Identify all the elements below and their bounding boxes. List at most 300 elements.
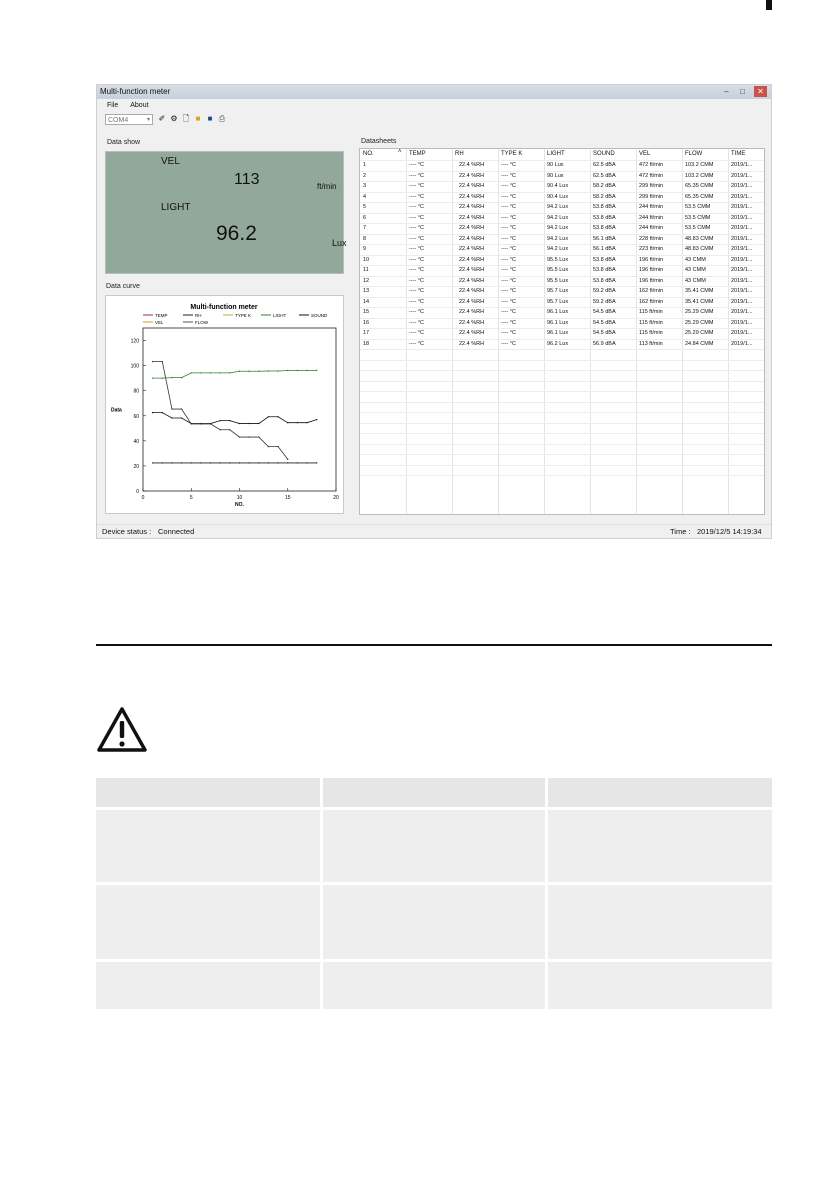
data-show-label: Data show [107,139,141,146]
data-point-light [277,370,278,371]
data-point-flow [220,429,221,430]
table-cell[interactable]: 96.1 Lux [547,309,569,315]
chevron-down-icon: ▾ [146,117,150,123]
table-cell[interactable]: 244 ft/min [639,204,664,210]
chart-title: Multi-function meter [190,304,258,311]
table-cell[interactable]: 196 ft/min [639,256,664,263]
table-cell[interactable]: ---- °C [501,214,517,221]
table-cell[interactable]: 2019/1... [731,162,753,168]
port-select-value: COM4 [108,117,129,124]
lcd-display [105,151,347,274]
table-cell[interactable]: 96.1 Lux [547,330,569,336]
connect-icon[interactable]: ✐ [158,114,166,123]
table-cell[interactable]: 22.4 %RH [459,288,485,294]
table-cell[interactable]: 54.5 dBA [593,319,616,326]
data-point-rh [162,462,163,463]
table-cell[interactable]: 1 [363,162,367,168]
table-cell[interactable]: ---- °C [501,225,517,231]
data-point-sound [297,422,298,423]
table-cell[interactable]: ---- °C [501,288,517,294]
table-cell[interactable]: ---- °C [409,319,425,326]
lcd-bottom-value: 96.2 [216,222,257,245]
row-gridline [360,265,764,266]
table-cell[interactable]: 22.4 %RH [459,183,485,189]
app-window [96,84,772,539]
table-cell[interactable]: 2019/1... [731,319,753,326]
table-cell[interactable]: 94.2 Lux [547,246,569,252]
table-cell[interactable]: 43 CMM [685,256,706,263]
table-cell[interactable]: 2019/1... [731,172,753,179]
row-gridline [360,402,764,403]
table-cell[interactable]: 25.29 CMM [685,319,714,326]
time-label: Time : [670,527,691,536]
table-cell[interactable]: 22.4 %RH [459,267,485,273]
table-cell[interactable]: ---- °C [501,162,517,168]
table-cell[interactable]: 58.2 dBA [593,193,616,200]
y-tick-label: 80 [133,388,139,395]
table-cell[interactable]: 65.35 CMM [685,183,714,189]
column-gridline [498,149,499,514]
data-point-flow [258,436,259,437]
table-cell[interactable]: 53.8 dBA [593,267,616,273]
table-cell[interactable]: 22.4 %RH [459,246,485,252]
device-status-value: Connected [158,527,195,536]
table-column-separator [545,778,548,1009]
data-point-flow [239,436,240,437]
column-header[interactable]: RH [455,151,464,157]
table-cell[interactable]: 53.5 CMM [685,204,711,210]
table-cell[interactable]: 96.1 Lux [547,319,569,326]
table-cell[interactable]: 299 ft/min [639,193,664,200]
data-point-sound [181,417,182,418]
table-cell[interactable]: 9 [363,246,367,252]
row-gridline [360,391,764,392]
table-cell[interactable]: ---- °C [501,267,517,273]
table-cell[interactable]: 59.2 dBA [593,298,616,305]
table-cell[interactable]: 59.2 dBA [593,288,616,294]
data-point-flow [171,408,172,409]
row-gridline [360,433,764,434]
table-cell[interactable]: 22.4 %RH [459,193,485,200]
table-cell[interactable]: 53.8 dBA [593,204,616,210]
table-cell[interactable]: ---- °C [501,204,517,210]
legend-label: LIGHT [273,313,287,318]
table-cell[interactable]: 25.29 CMM [685,309,714,315]
table-cell[interactable]: 223 ft/min [639,246,664,252]
row-gridline [360,192,764,193]
table-cell[interactable]: 56.9 dBA [593,340,616,347]
lcd-top-unit: ft/min [317,182,337,191]
table-cell[interactable]: ---- °C [409,277,425,284]
toolbar [97,112,771,128]
table-cell[interactable]: 22.4 %RH [459,319,485,326]
table-cell[interactable]: 2019/1... [731,225,753,231]
minimize-button[interactable]: – [724,87,729,96]
table-cell[interactable]: 43 CMM [685,277,706,284]
table-cell[interactable]: ---- °C [409,172,425,179]
table-cell[interactable]: 90 Lux [547,162,564,168]
table-cell[interactable]: 10 [363,256,370,263]
table-cell[interactable]: ---- °C [409,183,425,189]
row-gridline [360,423,764,424]
row-gridline [360,318,764,319]
table-cell[interactable]: 90 Lux [547,172,564,179]
data-point-sound [229,420,230,421]
data-point-light [210,372,211,373]
x-tick-label: 15 [284,495,291,501]
data-point-light [258,371,259,372]
table-cell[interactable]: 22.4 %RH [459,225,485,231]
table-cell[interactable]: 2019/1... [731,246,753,252]
table-cell[interactable]: 2019/1... [731,288,753,294]
series-line-flow [153,362,288,460]
column-header[interactable]: NO. [363,151,374,157]
table-row [96,885,772,959]
table-cell[interactable]: 14 [363,298,370,305]
data-point-flow [152,361,153,362]
table-cell[interactable]: 115 ft/min [639,309,663,315]
table-cell[interactable]: 62.5 dBA [593,172,616,179]
row-gridline [360,307,764,308]
data-point-light [316,370,317,371]
table-cell[interactable]: 54.5 dBA [593,330,616,336]
table-cell[interactable]: ---- °C [501,183,517,189]
y-tick-label: 120 [130,338,139,345]
row-gridline [360,412,764,413]
table-cell[interactable]: 2019/1... [731,204,753,210]
maximize-button[interactable]: □ [740,87,745,96]
data-point-light [152,377,153,378]
data-point-rh [239,462,240,463]
table-cell[interactable]: 472 ft/min [639,162,664,168]
row-gridline [360,276,764,277]
table-cell[interactable]: 22.4 %RH [459,235,485,242]
table-header-row [96,778,772,807]
table-cell[interactable]: 2019/1... [731,193,753,200]
data-point-light [287,370,288,371]
table-cell[interactable]: 35.41 CMM [685,288,714,294]
table-cell[interactable]: 22.4 %RH [459,340,485,347]
table-cell[interactable]: ---- °C [409,288,425,294]
table-cell[interactable]: 196 ft/min [639,277,664,284]
row-gridline [360,160,764,161]
table-cell[interactable]: 94.2 Lux [547,204,569,210]
row-gridline [360,297,764,298]
data-point-rh [229,462,230,463]
table-cell[interactable]: 54.5 dBA [593,309,616,315]
table-cell[interactable]: 13 [363,288,370,294]
column-gridline [590,149,591,514]
settings-icon[interactable]: ⚙ [170,114,178,123]
table-cell[interactable]: 53.8 dBA [593,225,616,231]
table-cell[interactable]: 4 [363,193,367,200]
table-cell[interactable]: 2019/1... [731,183,753,189]
table-cell[interactable]: 43 CMM [685,267,706,273]
table-cell[interactable]: ---- °C [409,267,425,273]
table-cell[interactable]: ---- °C [409,340,425,347]
sort-ascending-icon: ˄ [398,149,402,155]
row-gridline [360,328,764,329]
data-point-flow [200,423,201,424]
table-cell[interactable]: 162 ft/min [639,298,664,305]
table-cell[interactable]: ---- °C [501,309,517,315]
data-point-sound [277,416,278,417]
series-line-sound [153,413,317,424]
table-cell[interactable]: 94.2 Lux [547,235,569,242]
legend-label: RH [195,313,202,318]
table-cell[interactable]: 95.5 Lux [547,267,569,273]
table-cell[interactable]: 25.29 CMM [685,330,714,336]
data-point-sound [220,420,221,421]
table-cell[interactable]: ---- °C [409,330,425,336]
table-cell[interactable]: 53.8 dBA [593,256,616,263]
table-cell[interactable]: 228 ft/min [639,235,664,242]
table-cell[interactable]: 22.4 %RH [459,204,485,210]
table-cell[interactable]: 95.7 Lux [547,298,569,305]
new-file-icon[interactable]: 🗋 [182,114,190,123]
y-tick-label: 0 [136,489,139,495]
table-cell[interactable]: ---- °C [501,172,517,179]
table-cell[interactable]: 2019/1... [731,267,753,273]
column-gridline [682,149,683,514]
table-cell[interactable]: 95.5 Lux [547,256,569,263]
data-point-light [220,372,221,373]
table-cell[interactable]: 22.4 %RH [459,309,485,315]
table-cell[interactable]: ---- °C [409,193,425,200]
table-cell[interactable]: 115 ft/min [639,330,663,336]
table-cell[interactable]: ---- °C [501,193,517,200]
table-cell[interactable]: ---- °C [501,319,517,326]
table-cell[interactable]: 22.4 %RH [459,172,485,179]
table-cell[interactable]: 244 ft/min [639,225,664,231]
table-cell[interactable]: 90.4 Lux [547,193,569,200]
table-cell[interactable]: 22.4 %RH [459,298,485,305]
print-icon[interactable]: ⎙ [218,114,226,123]
data-point-flow [277,446,278,447]
table-cell[interactable]: 53.8 dBA [593,277,616,284]
column-header[interactable]: SOUND [593,151,615,157]
x-tick-label: 20 [333,495,339,501]
table-cell[interactable]: 5 [363,204,367,210]
table-cell[interactable]: 2019/1... [731,235,753,242]
row-gridline [360,202,764,203]
data-point-flow [229,429,230,430]
save-icon[interactable]: ■ [207,114,213,123]
column-header[interactable]: FLOW [685,151,703,157]
table-cell[interactable]: 472 ft/min [639,172,664,179]
column-gridline [728,149,729,514]
column-header[interactable]: TYPE K [501,151,523,157]
column-header[interactable]: TEMP [409,151,426,157]
table-cell[interactable]: 2019/1... [731,214,753,221]
menu-file[interactable]: File [107,102,119,109]
table-cell[interactable]: 22.4 %RH [459,162,485,168]
table-cell[interactable]: 103.2 CMM [685,172,714,179]
legend-label: FLOW [195,320,208,325]
data-point-rh [297,462,298,463]
time-value: 2019/12/5 14:19:34 [697,527,762,536]
table-cell[interactable]: 95.7 Lux [547,288,569,294]
table-cell[interactable]: 115 ft/min [639,319,663,326]
chart-svg [106,296,343,513]
lcd-top-value: 113 [234,171,260,188]
table-cell[interactable]: ---- °C [501,246,517,252]
data-point-light [181,377,182,378]
table-cell[interactable]: ---- °C [501,235,517,242]
table-cell[interactable]: 2019/1... [731,309,753,315]
data-point-sound [152,412,153,413]
table-cell[interactable]: ---- °C [409,309,425,315]
table-cell[interactable]: 103.2 CMM [685,162,714,168]
data-point-light [297,370,298,371]
table-cell[interactable]: ---- °C [501,330,517,336]
table-cell[interactable]: 90.4 Lux [547,183,569,189]
table-cell[interactable]: ---- °C [409,162,425,168]
data-point-sound [316,419,317,420]
legend-label: TEMP [155,313,168,318]
data-point-rh [191,462,192,463]
table-cell[interactable]: ---- °C [409,298,425,305]
table-cell[interactable]: 94.2 Lux [547,225,569,231]
table-cell[interactable]: ---- °C [409,225,425,231]
table-cell[interactable]: 65.35 CMM [685,193,714,200]
table-cell[interactable]: 8 [363,235,367,242]
data-point-light [191,372,192,373]
column-header[interactable]: TIME [731,151,746,157]
row-gridline [360,349,764,350]
data-point-flow [287,459,288,460]
row-gridline [360,223,764,224]
column-header[interactable]: VEL [639,151,651,157]
table-cell[interactable]: 3 [363,183,367,189]
row-gridline [360,213,764,214]
column-header[interactable]: LIGHT [547,151,565,157]
table-cell[interactable]: 58.2 dBA [593,183,616,189]
legend-label: TYPE K [235,313,252,318]
table-cell[interactable]: ---- °C [501,256,517,263]
table-cell[interactable]: 56.1 dBA [593,246,616,252]
table-cell[interactable]: 48.83 CMM [685,235,714,242]
data-point-rh [171,462,172,463]
table-cell[interactable]: ---- °C [501,340,517,347]
table-cell[interactable]: ---- °C [409,204,425,210]
data-point-rh [181,462,182,463]
table-cell[interactable]: 24.84 CMM [685,340,714,347]
datasheets-label: Datasheets [361,138,397,145]
menu-bar [97,100,771,111]
table-cell[interactable]: 16 [363,319,370,326]
table-cell[interactable]: 2019/1... [731,277,753,284]
data-point-sound [239,423,240,424]
data-point-sound [306,422,307,423]
x-tick-label: 0 [141,495,145,501]
table-cell[interactable]: 48.83 CMM [685,246,714,252]
data-point-rh [306,462,307,463]
table-cell[interactable]: 53.5 CMM [685,214,711,221]
table-cell[interactable]: 162 ft/min [639,288,664,294]
table-cell[interactable]: ---- °C [501,298,517,305]
table-cell[interactable]: 299 ft/min [639,183,664,189]
table-cell[interactable]: 2019/1... [731,298,753,305]
row-gridline [360,370,764,371]
table-cell[interactable]: 2019/1... [731,340,753,347]
column-gridline [452,149,453,514]
table-cell[interactable]: 113 ft/min [639,340,663,347]
table-cell[interactable]: ---- °C [409,246,425,252]
table-cell[interactable]: ---- °C [501,277,517,284]
table-cell[interactable]: ---- °C [409,256,425,263]
row-gridline [360,171,764,172]
column-gridline [406,149,407,514]
x-axis-label: NO. [235,502,244,508]
table-cell[interactable]: 2 [363,172,367,179]
port-select[interactable] [105,114,153,125]
lcd-bottom-unit: Lux [332,238,347,248]
open-folder-icon[interactable]: ■ [195,114,201,123]
table-cell[interactable]: 17 [363,330,370,336]
table-cell[interactable]: 196 ft/min [639,267,664,273]
data-point-flow [268,446,269,447]
table-cell[interactable]: 15 [363,309,370,315]
table-cell[interactable]: ---- °C [409,214,425,221]
data-point-rh [152,462,153,463]
table-cell[interactable]: 22.4 %RH [459,256,485,263]
row-gridline [360,381,764,382]
table-cell[interactable]: 56.1 dBA [593,235,616,242]
table-cell[interactable]: 18 [363,340,370,347]
y-tick-label: 20 [133,463,139,470]
table-cell[interactable]: 7 [363,225,367,231]
data-curve-label: Data curve [106,283,140,290]
y-axis-label: Data [111,407,122,414]
table-cell[interactable]: 244 ft/min [639,214,664,221]
table-cell[interactable]: 94.2 Lux [547,214,569,221]
table-cell[interactable]: ---- °C [409,235,425,242]
table-cell[interactable]: 11 [363,267,369,273]
table-cell[interactable]: 35.41 CMM [685,298,714,305]
data-point-sound [258,423,259,424]
datasheets-table[interactable] [359,148,765,515]
data-point-flow [162,361,163,362]
table-cell[interactable]: 22.4 %RH [459,330,485,336]
table-cell[interactable]: 12 [363,277,370,284]
data-point-sound [171,417,172,418]
table-cell[interactable]: 22.4 %RH [459,214,485,221]
table-cell[interactable]: 96.2 Lux [547,340,569,347]
row-gridline [360,181,764,182]
table-cell[interactable]: 2019/1... [731,330,753,336]
table-cell[interactable]: 6 [363,214,367,221]
row-gridline [360,465,764,466]
lcd-bottom-label: LIGHT [161,202,191,213]
table-cell[interactable]: 53.5 CMM [685,225,711,231]
device-status-label: Device status : [102,527,152,536]
y-tick-label: 100 [130,363,139,370]
close-button[interactable]: ✕ [754,86,767,97]
legend-label: VEL [155,320,164,325]
data-point-light [162,377,163,378]
table-cell[interactable]: 22.4 %RH [459,277,485,284]
table-cell[interactable]: 62.5 dBA [593,162,616,168]
row-gridline [360,286,764,287]
x-tick-label: 5 [189,495,193,501]
table-cell[interactable]: 95.5 Lux [547,277,569,284]
table-cell[interactable]: 2019/1... [731,256,753,263]
legend-label: SOUND [311,313,328,318]
lcd-top-label: VEL [161,156,180,167]
table-cell[interactable]: 53.8 dBA [593,214,616,221]
menu-about[interactable]: About [130,102,149,109]
